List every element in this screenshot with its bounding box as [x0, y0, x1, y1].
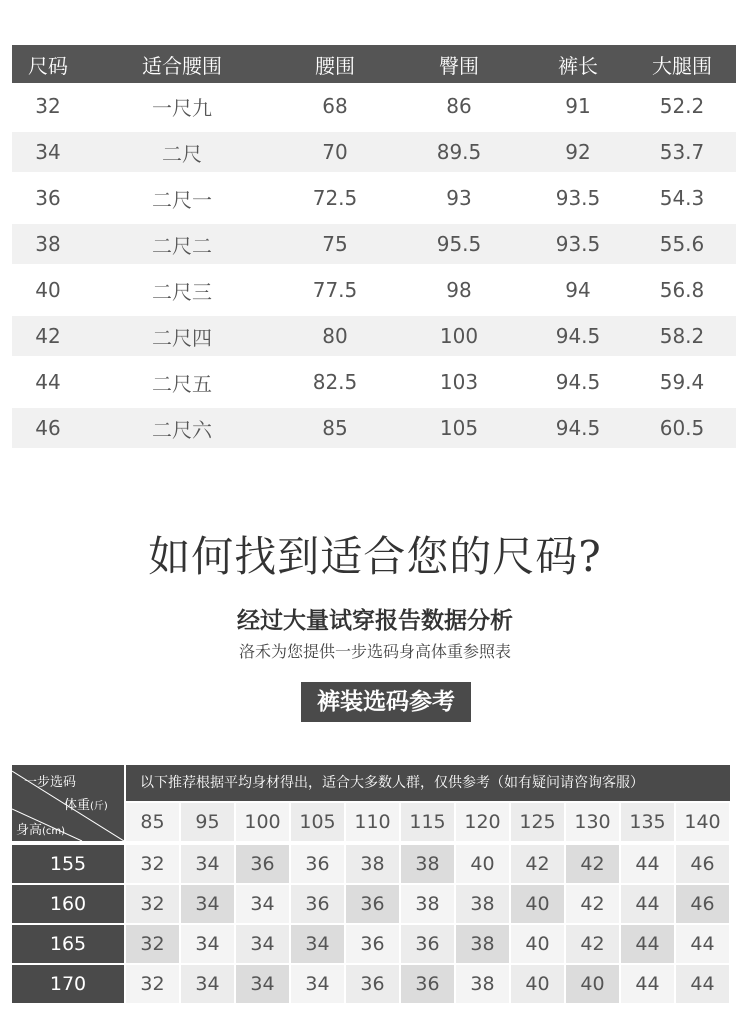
size-cell: 36 [401, 965, 454, 1003]
cell-length: 94.5 [555, 324, 601, 348]
table-row [12, 267, 736, 313]
size-cell: 34 [236, 925, 289, 963]
size-cell: 38 [401, 845, 454, 883]
cell-waist: 80 [322, 324, 348, 348]
header-hip: 臀围 [439, 53, 479, 78]
cell-thigh: 56.8 [659, 278, 705, 302]
size-cell: 42 [566, 845, 619, 883]
cell-thigh: 60.5 [659, 416, 705, 440]
size-cell: 34 [181, 925, 234, 963]
table-row [12, 83, 736, 129]
cell-hip: 95.5 [436, 232, 482, 256]
size-cell: 38 [456, 925, 509, 963]
corner-weight-unit: (斤) [90, 801, 108, 812]
size-cell: 32 [126, 965, 179, 1003]
size-cell: 44 [621, 925, 674, 963]
weight-header-cell: 85 [126, 803, 179, 841]
recommendation-notice: 以下推荐根据平均身材得出，适合大多数人群，仅供参考（如有疑问请咨询客服） [126, 765, 730, 801]
cell-waist: 77.5 [312, 278, 358, 302]
size-cell: 36 [291, 845, 344, 883]
weight-header-cell: 125 [511, 803, 564, 841]
cell-length: 94.5 [555, 416, 601, 440]
size-cell: 42 [566, 885, 619, 923]
cell-waist: 70 [322, 140, 348, 164]
cell-waist: 75 [322, 232, 348, 256]
corner-height-unit: (cm) [42, 826, 66, 837]
cell-size: 34 [35, 140, 61, 164]
size-cell: 40 [566, 965, 619, 1003]
cell-length: 93.5 [555, 232, 601, 256]
size-cell: 38 [456, 885, 509, 923]
size-cell: 40 [511, 885, 564, 923]
cell-thigh: 54.3 [659, 186, 705, 210]
corner-label-title: 一步选码 [24, 775, 77, 790]
table-row [12, 965, 731, 1003]
cell-hip: 89.5 [436, 140, 482, 164]
cell-hip: 105 [439, 416, 479, 440]
header-waist: 腰围 [315, 53, 355, 78]
size-cell: 46 [676, 885, 729, 923]
cell-hip: 98 [446, 278, 472, 302]
table-row [12, 316, 736, 356]
cell-hip: 86 [446, 94, 472, 118]
height-cell: 170 [12, 965, 124, 1003]
size-cell: 40 [511, 925, 564, 963]
size-cell: 40 [456, 845, 509, 883]
size-chart-table [12, 45, 736, 451]
cell-waist: 68 [322, 94, 348, 118]
cell-fit-waist: 二尺二 [152, 233, 212, 258]
subtitle-note: 洛禾为您提供一步选码身高体重参照表 [238, 642, 511, 661]
cell-length: 92 [565, 140, 591, 164]
weight-header-cell: 115 [401, 803, 454, 841]
size-cell: 36 [346, 925, 399, 963]
size-cell: 46 [676, 845, 729, 883]
table-row [12, 885, 731, 923]
cell-size: 44 [35, 370, 61, 394]
weight-header-cell: 100 [236, 803, 289, 841]
size-cell: 44 [621, 845, 674, 883]
cell-fit-waist: 二尺 [162, 141, 202, 166]
size-cell: 38 [456, 965, 509, 1003]
height-cell: 155 [12, 845, 124, 883]
height-cell: 165 [12, 925, 124, 963]
weight-header-cell: 110 [346, 803, 399, 841]
size-cell: 36 [401, 925, 454, 963]
size-cell: 34 [181, 965, 234, 1003]
weight-header-row [126, 803, 731, 841]
cell-hip: 103 [439, 370, 479, 394]
cell-length: 91 [565, 94, 591, 118]
weight-header-cell: 130 [566, 803, 619, 841]
size-cell: 44 [621, 965, 674, 1003]
cell-hip: 100 [439, 324, 479, 348]
size-cell: 34 [236, 965, 289, 1003]
cell-thigh: 52.2 [659, 94, 705, 118]
height-cell: 160 [12, 885, 124, 923]
cell-fit-waist: 一尺九 [152, 95, 212, 120]
table-corner-cell [12, 765, 124, 841]
size-cell: 36 [346, 965, 399, 1003]
cell-thigh: 59.4 [659, 370, 705, 394]
table-row [12, 925, 731, 963]
size-cell: 42 [566, 925, 619, 963]
cell-length: 94.5 [555, 370, 601, 394]
cell-size: 46 [35, 416, 61, 440]
header-fit-waist: 适合腰围 [142, 53, 222, 78]
size-cell: 32 [126, 845, 179, 883]
cell-waist: 85 [322, 416, 348, 440]
size-cell: 34 [181, 845, 234, 883]
size-cell: 36 [236, 845, 289, 883]
corner-height-text: 身高 [16, 823, 43, 838]
cell-size: 40 [35, 278, 61, 302]
size-cell: 44 [676, 925, 729, 963]
size-cell: 44 [676, 965, 729, 1003]
weight-header-cell: 105 [291, 803, 344, 841]
page-title: 如何找到适合您的尺码? [148, 532, 602, 581]
subtitle: 经过大量试穿报告数据分析 [237, 607, 513, 634]
cell-hip: 93 [446, 186, 472, 210]
size-cell: 34 [291, 925, 344, 963]
cell-length: 94 [565, 278, 591, 302]
cell-fit-waist: 二尺四 [152, 325, 212, 350]
corner-weight-text: 体重 [64, 798, 91, 813]
size-cell: 42 [511, 845, 564, 883]
size-cell: 32 [126, 885, 179, 923]
header-size: 尺码 [28, 53, 68, 78]
size-cell: 38 [401, 885, 454, 923]
section-badge: 裤装选码参考 [301, 682, 471, 722]
cell-fit-waist: 二尺六 [152, 417, 212, 442]
table-row [12, 175, 736, 221]
size-chart-header [12, 45, 736, 83]
cell-waist: 82.5 [312, 370, 358, 394]
header-length: 裤长 [558, 53, 598, 78]
cell-fit-waist: 二尺三 [152, 279, 212, 304]
cell-size: 36 [35, 186, 61, 210]
size-cell: 40 [511, 965, 564, 1003]
size-cell: 36 [346, 885, 399, 923]
weight-header-cell: 120 [456, 803, 509, 841]
cell-waist: 72.5 [312, 186, 358, 210]
table-row [12, 408, 736, 448]
cell-thigh: 58.2 [659, 324, 705, 348]
corner-label-height [16, 819, 65, 838]
table-row [12, 132, 736, 172]
cell-size: 42 [35, 324, 61, 348]
size-cell: 34 [291, 965, 344, 1003]
cell-thigh: 53.7 [659, 140, 705, 164]
cell-fit-waist: 二尺一 [152, 187, 212, 212]
weight-header-cell: 95 [181, 803, 234, 841]
weight-header-cell: 140 [676, 803, 729, 841]
size-cell: 36 [291, 885, 344, 923]
corner-label-weight [64, 794, 108, 813]
cell-thigh: 55.6 [659, 232, 705, 256]
size-cell: 34 [236, 885, 289, 923]
header-thigh: 大腿围 [652, 53, 712, 78]
table-row [12, 845, 731, 883]
table-row [12, 224, 736, 264]
table-row [12, 359, 736, 405]
size-cell: 34 [181, 885, 234, 923]
cell-size: 38 [35, 232, 61, 256]
cell-fit-waist: 二尺五 [152, 371, 212, 396]
size-cell: 44 [621, 885, 674, 923]
cell-size: 32 [35, 94, 61, 118]
weight-header-cell: 135 [621, 803, 674, 841]
size-cell: 38 [346, 845, 399, 883]
size-cell: 32 [126, 925, 179, 963]
cell-length: 93.5 [555, 186, 601, 210]
